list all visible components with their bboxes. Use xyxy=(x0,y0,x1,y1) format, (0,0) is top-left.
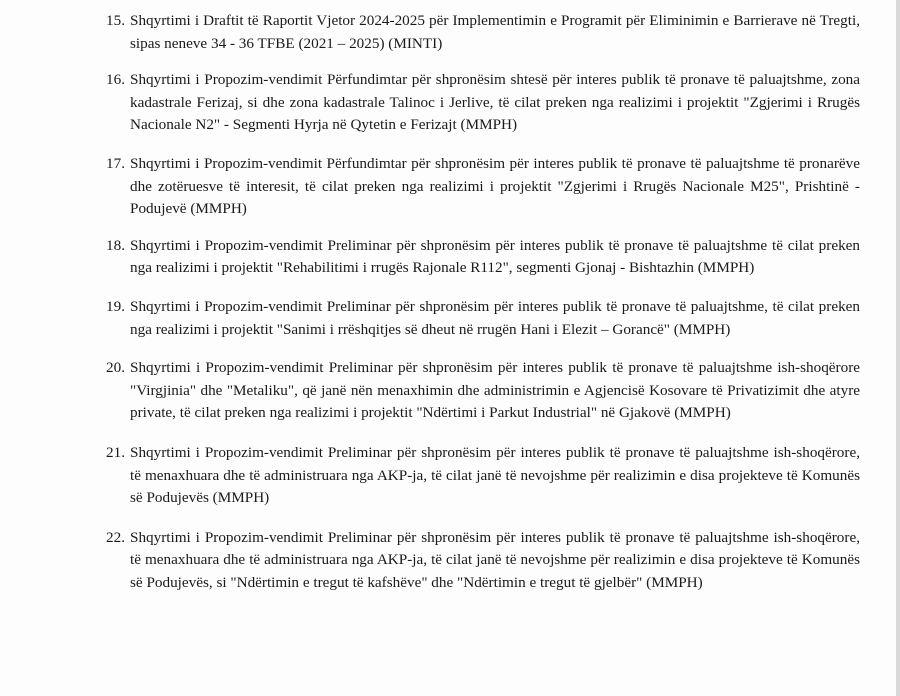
agenda-item-text: Shqyrtimi i Draftit të Raportit Vjetor 2024-2025 për Implementimin e Programit për Eliminimin e Barrierave në Tregti, sipas neneve 34 - 36 TFBE (2021 – 2025) (MINTI) xyxy=(130,12,860,52)
agenda-item-text: Shqyrtimi i Propozim-vendimit Përfundimtar për shpronësim për interes publik të pronave të paluajtshme të pronarëve dhe zotëruesve të interesit, të cilat preken nga realizimi i projektit "Zgjerimi i Rrugës Nacionale M25", Prishtinë - Podujevë (MMPH) xyxy=(130,154,860,218)
agenda-item-18 xyxy=(108,235,860,280)
agenda-item-text: Shqyrtimi i Propozim-vendimit Preliminar për shpronësim për interes publik të pronave të paluajtshme ish-shoqërore, të menaxhuara dhe të administruara nga AKP-ja, të cilat janë të nevojshme për realizimin e disa projekteve të Komunës së Podujevës (MMPH) xyxy=(130,443,860,507)
agenda-list xyxy=(108,10,860,594)
agenda-item-number: 22. xyxy=(106,528,125,546)
agenda-item-number: 21. xyxy=(106,443,125,461)
agenda-item-21 xyxy=(108,442,860,510)
agenda-item-number: 19. xyxy=(106,297,125,315)
page-edge xyxy=(896,0,900,696)
agenda-item-16 xyxy=(108,69,860,137)
agenda-item-number: 15. xyxy=(106,12,125,29)
agenda-item-text: Shqyrtimi i Propozim-vendimit Preliminar për shpronësim për interes publik të pronave të paluajtshme ish-shoqërore "Virgjinia" dhe "Metaliku", që janë nën menaxhimin dhe administrimin e Agjencisë Kosovare të Privatizimit dhe atyre private, të cilat preken nga realizimi i projektit "Ndërtimi i Parkut Industrial" në Gjakovë (MMPH) xyxy=(130,359,860,422)
agenda-item-number: 18. xyxy=(106,236,125,254)
agenda-item-text: Shqyrtimi i Propozim-vendimit Preliminar për shpronësim për interes publik të pronave të paluajtshme të cilat preken nga realizimi i projektit "Rehabilitimi i rrugës Rajonale R112", segmenti Gjonaj - Bishtazhin (MMPH) xyxy=(130,236,860,277)
agenda-item-number: 20. xyxy=(106,359,125,377)
agenda-item-text: Shqyrtimi i Propozim-vendimit Preliminar për shpronësim për interes publik të pronave të paluajtshme ish-shoqërore, të menaxhuara dhe të administruara nga AKP-ja, të cilat janë të nevojshme për realizimin e disa projekteve të Komunës së Podujevës, si "Ndërtimin e tregut të kafshëve" dhe "Ndërtimin e tregut të gjelbër" (MMPH) xyxy=(130,528,860,591)
agenda-item-22 xyxy=(108,527,860,595)
agenda-item-text: Shqyrtimi i Propozim-vendimit Përfundimtar për shpronësim shtesë për interes publik të pronave të paluajtshme, zona kadastrale Ferizaj, si dhe zona kadastrale Talinoc i Jerlive, të cilat preken nga realizimi i projektit "Zgjerimi i Rrugës Nacionale N2" - Segmenti Hyrja në Qytetin e Ferizajt (MMPH) xyxy=(130,71,860,134)
agenda-item-19 xyxy=(108,296,860,341)
agenda-item-text: Shqyrtimi i Propozim-vendimit Preliminar për shpronësim për interes publik të pronave të paluajtshme, të cilat preken nga realizimi i projektit "Sanimi i rrëshqitjes së dheut në rrugën Hani i Elezit – Gorancë" (MMPH) xyxy=(130,297,860,338)
agenda-item-number: 17. xyxy=(106,154,125,172)
agenda-item-17 xyxy=(108,153,860,221)
agenda-item-15 xyxy=(108,10,860,55)
agenda-item-number: 16. xyxy=(106,71,125,89)
agenda-item-20 xyxy=(108,357,860,425)
